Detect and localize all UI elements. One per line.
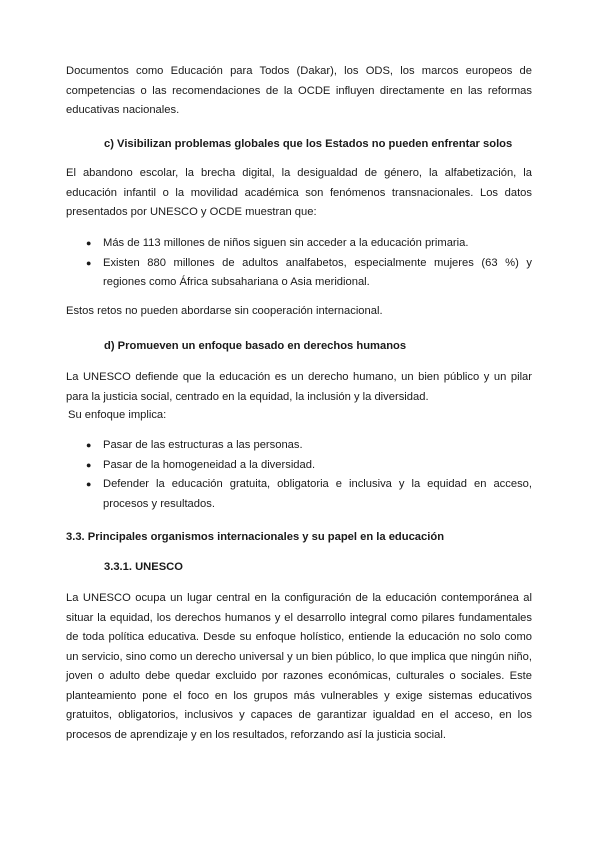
bullet-icon: ●: [86, 238, 92, 248]
section-c-heading: c) Visibilizan problemas globales que los Estados no pueden enfrentar solos: [104, 138, 513, 150]
section-d-paragraph: La UNESCO defiende que la educación es un derecho humano, un bien público y un pilar para la justicia social, centrado en la equidad, la inclusión y la diversidad.: [66, 371, 532, 403]
list-item: ● Pasar de las estructuras a las personas.: [86, 436, 532, 456]
section-d-bullet-list: [86, 436, 532, 514]
section-3-3-heading: 3.3. Principales organismos internacionales y su papel en la educación: [66, 531, 445, 543]
bullet-icon: ●: [86, 440, 92, 450]
list-item: ● Defender la educación gratuita, obligatoria e inclusiva y la equidad en acceso, procesos y resultados.: [86, 475, 532, 514]
list-item: ● Pasar de la homogeneidad a la diversidad.: [86, 456, 532, 476]
bullet-icon: ●: [86, 459, 92, 470]
unesco-paragraph: La UNESCO ocupa un lugar central en la configuración de la educación contemporánea al situar la equidad, los derechos humanos y el desarrollo integral como pilares fundamentales de toda política educativa. Desde su enfoque holístico, entiende la educación no solo como un servicio, sino como un derecho universal y un bien público, lo que implica que ningún niño, joven o adulto debe quedar excluido por razones económicas, culturales o sociales. Este planteamiento pone el foco en los grupos más vulnerables y exige sistemas educativos gratuitos, obligatorios, inclusivos y capaces de garantizar igualdad en el acceso, en los procesos de aprendizaje y en los resultados, reforzando así la justicia social.: [66, 592, 532, 741]
section-d-heading: d) Promueven un enfoque basado en derechos humanos: [104, 340, 407, 352]
section-d-lead: Su enfoque implica:: [68, 409, 167, 421]
section-c-bullet-list: [86, 234, 532, 293]
bullet-icon: ●: [86, 479, 92, 489]
section-c-closing: Estos retos no pueden abordarse sin cooperación internacional.: [66, 305, 383, 317]
list-item: ● Existen 880 millones de adultos analfabetos, especialmente mujeres (63 %) y regiones como África subsahariana o Asia meridional.: [86, 254, 532, 293]
intro-paragraph: Documentos como Educación para Todos (Dakar), los ODS, los marcos europeos de competencias o las recomendaciones de la OCDE influyen directamente en las reformas educativas nacionales.: [66, 65, 532, 116]
section-3-3-1-heading: 3.3.1. UNESCO: [104, 561, 183, 573]
bullet-icon: ●: [86, 257, 92, 268]
section-c-paragraph: El abandono escolar, la brecha digital, la desigualdad de género, la alfabetización, la educación infantil o la movilidad académica son fenómenos transnacionales. Los datos presentados por UNESCO y OCDE muestran que:: [66, 167, 532, 218]
list-item: ● Más de 113 millones de niños siguen sin acceder a la educación primaria.: [86, 234, 532, 254]
